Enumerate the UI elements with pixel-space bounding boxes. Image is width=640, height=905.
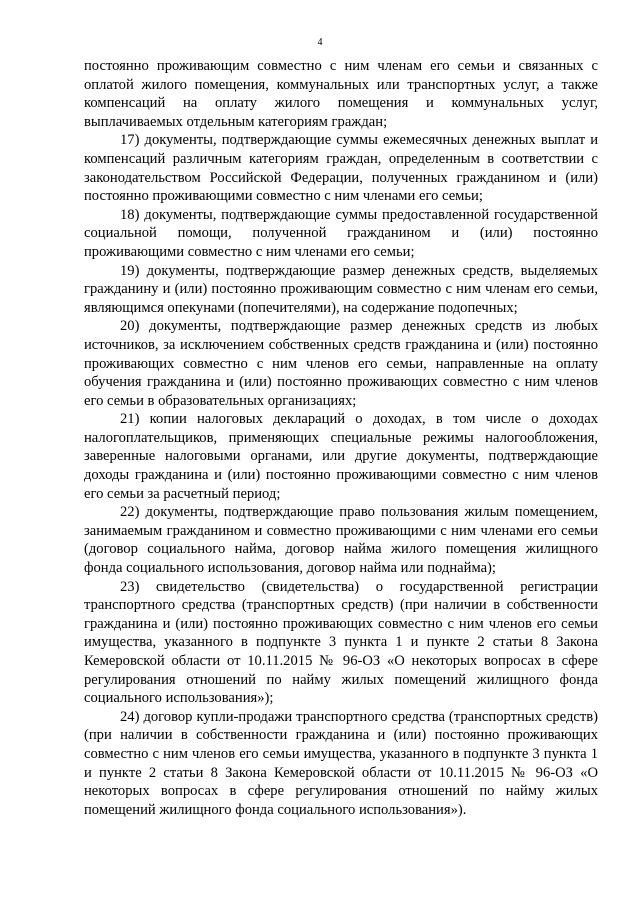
document-body — [84, 57, 598, 819]
list-item-17: 17) документы, подтверждающие суммы ежемесячных денежных выплат и компенсаций различным категориям граждан, определенным в соответствии с законодательством Российской Федерации, полученных гражданином и (или) постоянно проживающими совместно с ним членами его семьи; — [84, 132, 598, 205]
list-item-23: 23) свидетельство (свидетельства) о государственной регистрации транспортного средства (транспортных средств) (при наличии в собственности гражданина и (или) постоянно проживающих совместно с ним членов его семьи имущества, указанного в подпункте 3 пункта 1 и пункте 2 статьи 8 Закона Кемеровской области от 10.11.2015 № 96-ОЗ «О некоторых вопросах в сфере регулирования отношений по найму жилых помещений жилищного фонда социального использования»); — [84, 578, 598, 707]
list-item-18: 18) документы, подтверждающие суммы предоставленной государственной социальной помощи, полученной гражданином и (или) постоянно проживающими совместно с ним членами его семьи; — [84, 206, 598, 260]
list-item-20: 20) документы, подтверждающие размер денежных средств из любых источников, за исключением собственных средств гражданина и (или) постоянно проживающих совместно с ним членов его семьи, направленные на оплату обучения гражданина и (или) постоянно проживающих совместно с ним членов его семьи в образовательных организациях; — [84, 318, 598, 409]
list-item-22: 22) документы, подтверждающие право пользования жилым помещением, занимаемым гражданином и совместно проживающими с ним членами его семьи (договор социального найма, договор найма жилого помещения жилищного фонда социального использования, договор найма или поднайма); — [84, 504, 598, 577]
list-item-19: 19) документы, подтверждающие размер денежных средств, выделяемых гражданину и (или) постоянно проживающим совместно с ним членам его семьи, являющимся опекунами (попечителями), на содержание подопечных; — [84, 262, 598, 316]
list-item-21: 21) копии налоговых деклараций о доходах, в том числе о доходах налогоплательщиков, применяющих специальные режимы налогообложения, заверенные налоговыми органами, или другие документы, подтверждающие доходы гражданина и (или) постоянно проживающими совместно с ним членов его семьи за расчетный период; — [84, 411, 598, 502]
page-number: 4 — [317, 37, 323, 48]
paragraph-continuation: постоянно проживающим совместно с ним членам его семьи и связанных с оплатой жилого помещения, коммунальных или транспортных услуг, а также компенсаций на оплату жилого помещения и коммунальных услуг, выплачиваемых отдельным категориям граждан; — [84, 58, 598, 130]
list-item-24: 24) договор купли-продажи транспортного средства (транспортных средств) (при наличии в собственности гражданина и (или) постоянно проживающих совместно с ним членов его семьи имущества, указанного в подпункте 3 пункта 1 и пункте 2 статьи 8 Закона Кемеровской области от 10.11.2015 № 96-ОЗ «О некоторых вопросах в сфере регулирования отношений по найму жилых помещений жилищного фонда социального использования»). — [84, 708, 598, 818]
